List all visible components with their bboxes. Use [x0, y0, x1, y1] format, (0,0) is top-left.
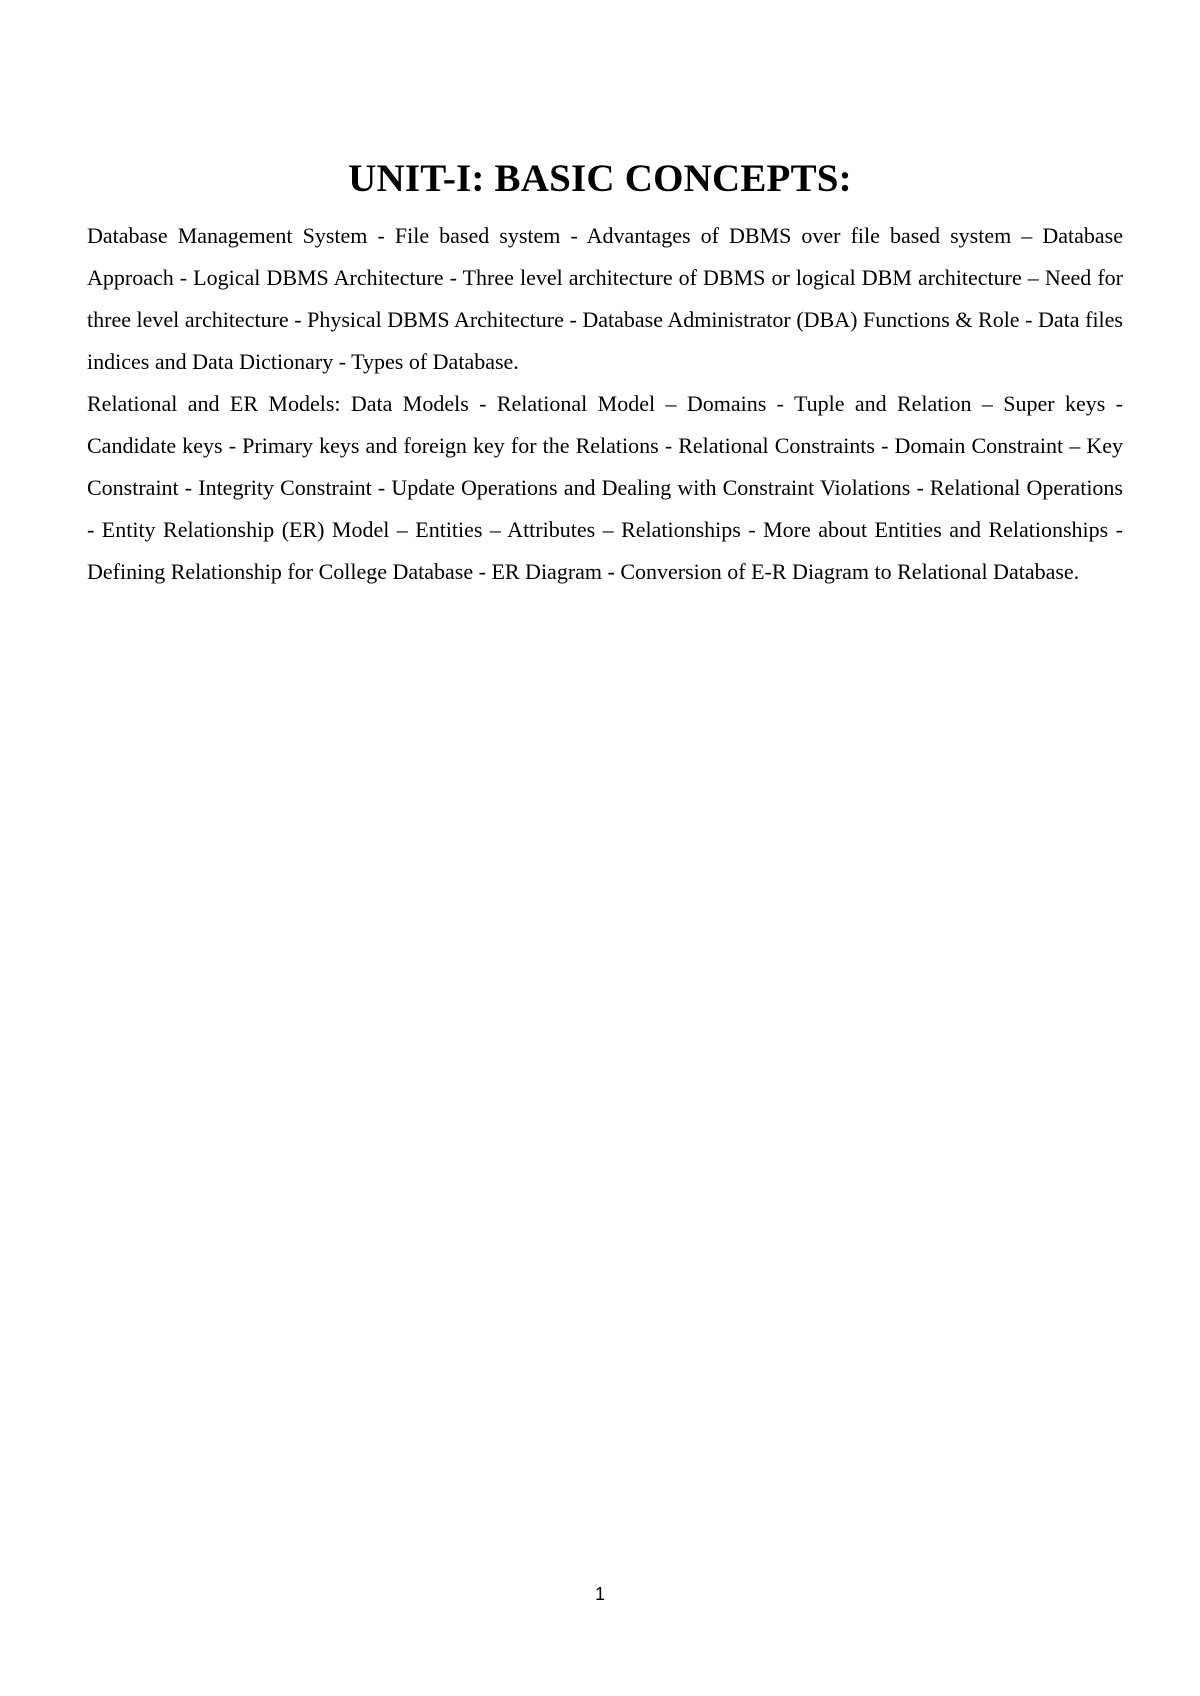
- document-body: [87, 215, 1123, 593]
- page-title: UNIT-I: BASIC CONCEPTS:: [348, 157, 852, 200]
- page-number: 1: [594, 1584, 605, 1604]
- paragraph-relational-er-topics: Relational and ER Models: Data Models - Relational Model – Domains - Tuple and Relation – Super keys - Candidate keys - Primary keys and foreign key for the Relations - Relational Constraints - Domain Constraint – Key Constraint - Integrity Constraint - Update Operations and Dealing with Constraint Violations - Relational Operations - Entity Relationship (ER) Model – Entities – Attributes – Relationships - More about Entities and Relationships - Defining Relationship for College Database - ER Diagram - Conversion of E-R Diagram to Relational Database.: [87, 391, 1123, 584]
- paragraph-dbms-topics: Database Management System - File based system - Advantages of DBMS over file based system – Database Approach - Logical DBMS Architecture - Three level architecture of DBMS or logical DBM architecture – Need for three level architecture - Physical DBMS Architecture - Database Administrator (DBA) Functions & Role - Data files indices and Data Dictionary - Types of Database.: [87, 223, 1123, 374]
